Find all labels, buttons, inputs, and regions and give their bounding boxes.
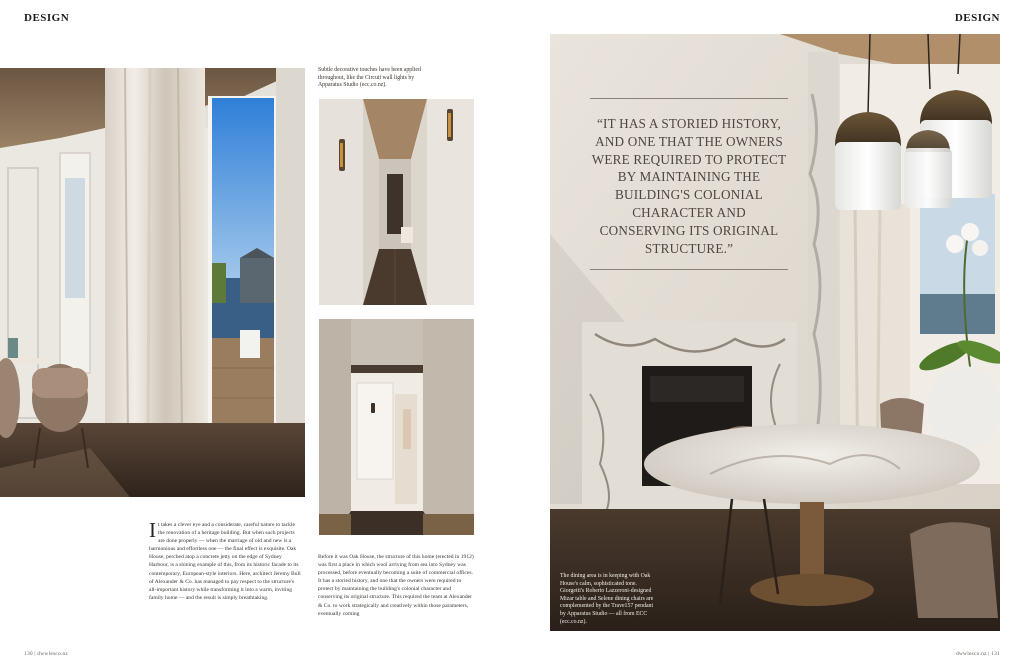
photo-living-room-harbour-view [0, 68, 305, 497]
caption-dining: The dining area is in keeping with Oak House's calm, sophisticated tone. Giorgetti's Roberto Lazzeroni-designed Mizar table and Selene dining chairs are complemented by the Trave157 pendant by Apparatus Studio — all from ECC (ecc.co.nz). [560, 573, 654, 625]
section-label-left: DESIGN [24, 12, 70, 24]
article-column-2 [318, 553, 476, 618]
article-column-1 [149, 518, 302, 602]
pull-quote [590, 98, 788, 276]
photo-hallway-doorway [319, 319, 474, 535]
caption-wall-lights: Subtle decorative touches have been applied throughout, like the Circuit wall lights by Apparatus Studio (ecc.co.nz). [318, 67, 421, 89]
drop-cap: I [149, 518, 156, 542]
article-body-text: Before it was Oak House, the structure of this home (erected in 1912) was first a place in which wool arriving from sea into Sydney was processed, before eventually becoming a suite of commercial offices. It has a storied history, and one that the owners were required to protect by maintaining the building's colonial character and conserving its original structure. This required the team at Alexander & Co. to work strategically and creatively within those parameters, eventually coming [318, 554, 474, 617]
pull-quote-text: “IT HAS A STORIED HISTORY, AND ONE THAT THE OWNERS WERE REQUIRED TO PROTECT BY MAINTAINING THE BUILDING'S COLONIAL CHARACTER AND CONSERVING ITS ORIGINAL STRUCTURE.” [591, 116, 787, 256]
photo-corridor-wall-lights [319, 99, 474, 305]
footer-left-folio: 130 | dwwlesco.nz [24, 651, 69, 657]
footer-right-folio: dwwlesco.nz | 131 [955, 651, 1000, 657]
quote-rule-top [590, 98, 788, 99]
article-intro-text: t takes a clever eye and a considerate, careful nature to tackle the renovation of a heritage building. But when such projects are done properly — when the marriage of old and new is a harmonious and effortless one — the final effect is exquisite. Oak House, perched atop a concrete jetty on the edge of Sydney Harbour, is a shining example of this, from its historic facade to its contemporary, European-style interiors. Here, architect Jeremy Bull of Alexander & Co. has managed to pay respect to the structure's all-important history while transforming it into a warm, inviting family home — and the result is simply breathtaking. [149, 522, 301, 601]
quote-rule-bottom [590, 269, 788, 270]
section-label-right: DESIGN [954, 12, 1000, 24]
